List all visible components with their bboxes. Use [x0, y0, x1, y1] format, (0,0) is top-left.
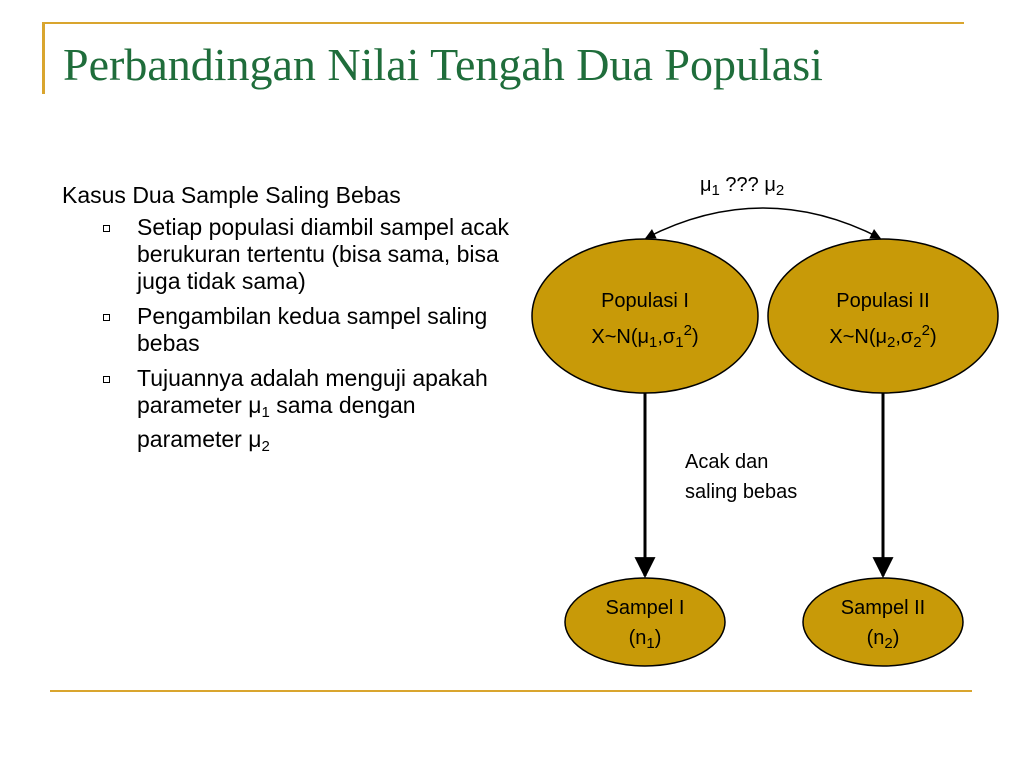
population-2-distribution: $X\sim N(\mu_2,\sigma_2^2)$ — [829, 322, 937, 351]
bullet-text: Tujuannya adalah menguji apakah parameter — [137, 365, 488, 418]
population-1-distribution: $X\sim N(\mu_1,\sigma_1^2)$ — [591, 322, 699, 351]
mu-symbol: μ — [248, 392, 262, 418]
mu-symbol: μ — [248, 426, 262, 452]
bullet-text: sama dengan parameter — [137, 392, 416, 452]
slide-title: Perbandingan Nilai Tengah Dua Populasi — [63, 39, 823, 90]
random-independent-caption — [685, 447, 797, 507]
sample-2-name: Sampel II — [840, 597, 926, 619]
population-2-name: Populasi II — [836, 290, 930, 312]
subscript: 1 — [261, 404, 270, 421]
sample-1-name: Sampel I — [605, 597, 685, 619]
comparison-arc-arrow — [646, 208, 880, 238]
content-heading: Kasus Dua Sample Saling Bebas — [62, 182, 401, 208]
subscript: 2 — [261, 438, 270, 455]
comparison-questions: ??? — [719, 174, 765, 196]
bullet-text: Setiap populasi diambil sampel acak berukuran tertentu (bisa sama, bisa juga tidak sama) — [137, 214, 510, 294]
caption-line: saling bebas — [685, 481, 798, 503]
population-1-name: Populasi I — [601, 290, 689, 312]
population-2-label — [783, 286, 983, 358]
mu-symbol: μ — [700, 174, 712, 196]
sample-1-size: $(n_1)$ — [628, 627, 662, 652]
sample-1-label — [565, 593, 725, 659]
sample-2-size: $(n_2)$ — [866, 627, 900, 652]
caption-line: Acak dan — [685, 451, 769, 473]
subscript: 1 — [711, 182, 720, 199]
sample-2-label — [803, 593, 963, 659]
mu-symbol: μ — [764, 174, 776, 196]
subscript: 2 — [775, 182, 785, 199]
bullet-text: Pengambilan kedua sampel saling bebas — [137, 303, 488, 356]
mean-comparison-label — [700, 174, 784, 199]
population-1-label — [545, 286, 745, 358]
